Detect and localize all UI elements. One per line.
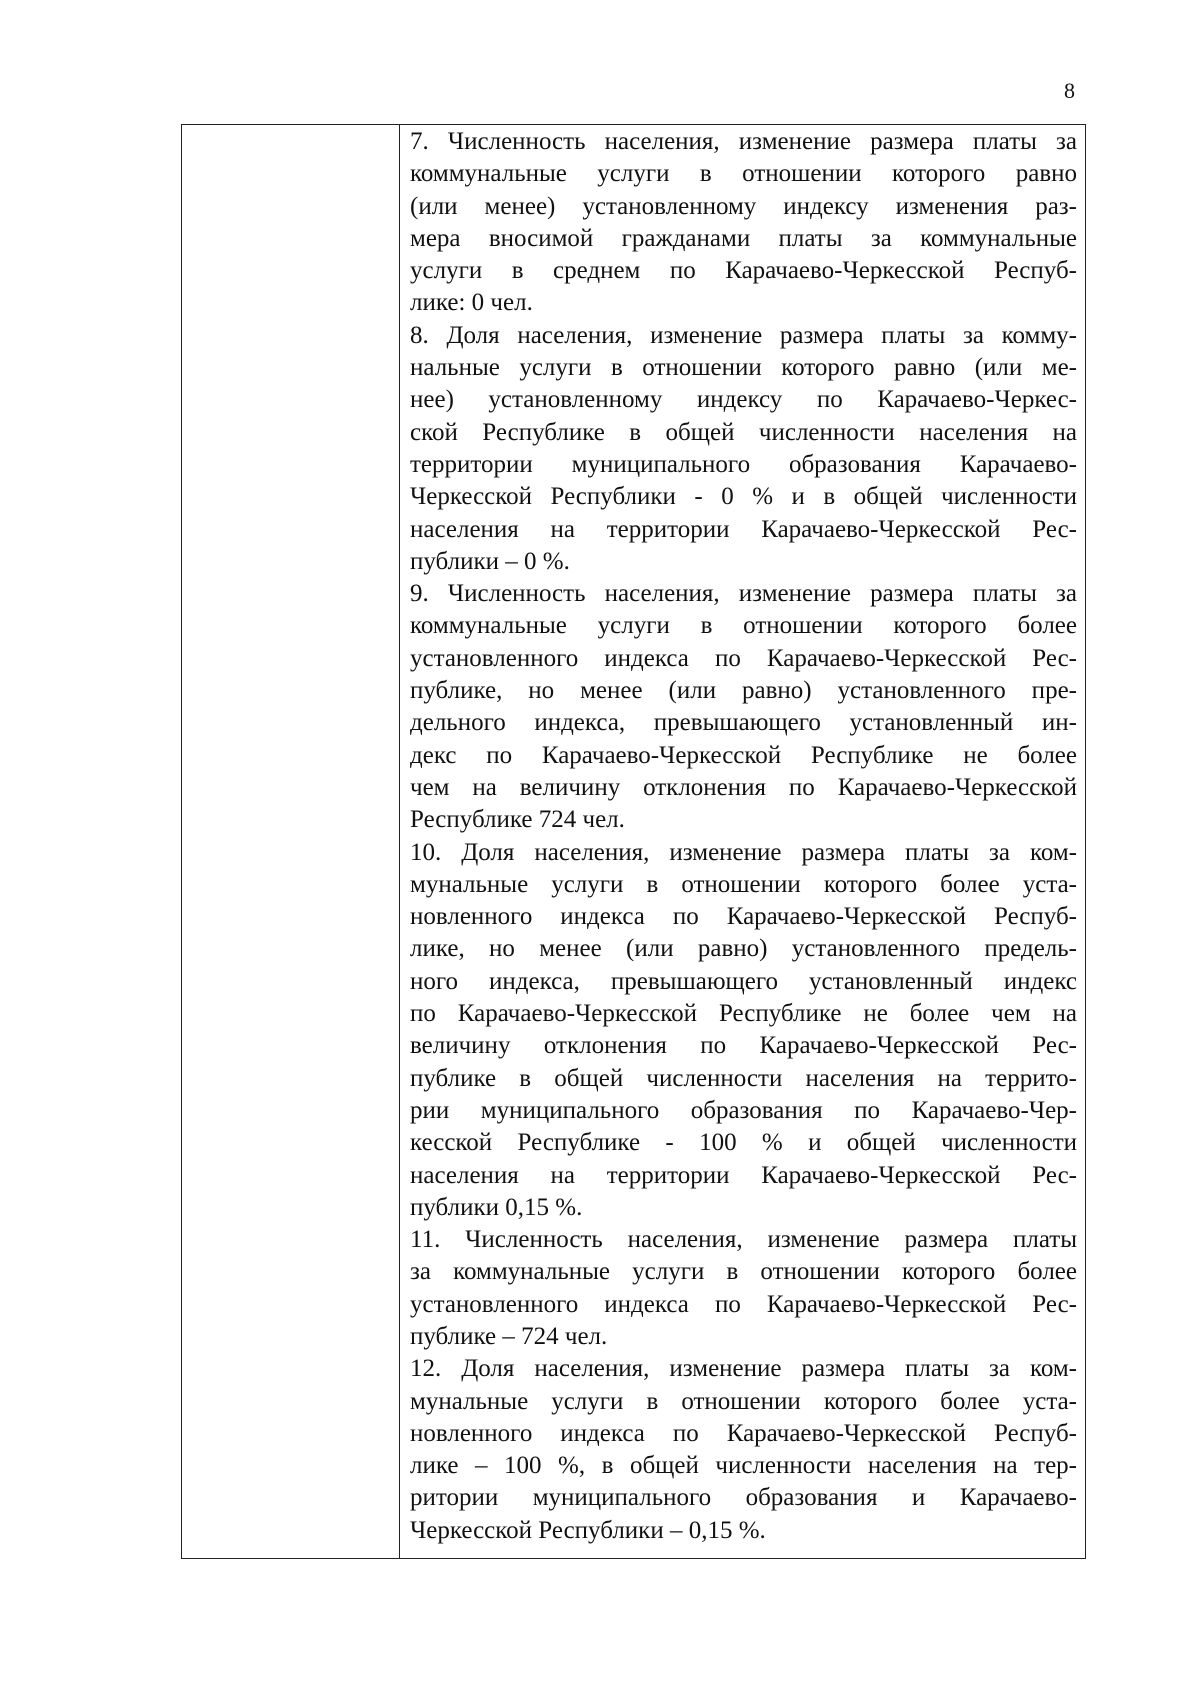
text-line: нальные услуги в отношении которого равно (или ме- [410, 354, 1077, 382]
text-line: мунальные услуги в отношении которого более уста- [410, 1387, 1077, 1415]
text-line: 10. Доля населения, изменение размера платы за ком- [410, 838, 1077, 866]
text-line: Черкесской Республики – 0,15 %. [410, 1516, 766, 1544]
paragraph-item-8 [410, 320, 1077, 578]
text-line: ской Республике в общей численности населения на [410, 418, 1077, 446]
text-line: публике в общей численности населения на террито- [410, 1064, 1077, 1092]
text-line: услуги в среднем по Карачаево-Черкесской Респуб- [410, 257, 1077, 285]
page-number: 8 [1064, 78, 1075, 103]
paragraph-item-9 [410, 578, 1077, 836]
paragraph-item-10 [410, 837, 1077, 1225]
text-line: 8. Доля населения, изменение размера платы за комму- [410, 321, 1077, 349]
text-line: за коммунальные услуги в отношении которого более [410, 1258, 1077, 1286]
text-line: ритории муниципального образования и Карачаево- [410, 1484, 1077, 1512]
text-line: декс по Карачаево-Черкесской Республике не более [410, 741, 1077, 769]
text-line: 11. Численность населения, изменение размера платы [410, 1226, 1077, 1254]
text-line: лике – 100 %, в общей численности населения на тер- [410, 1452, 1077, 1480]
text-line: чем на величину отклонения по Карачаево-Черкесской [410, 773, 1077, 801]
text-line: величину отклонения по Карачаево-Черкесской Рес- [410, 1032, 1077, 1060]
text-line: дельного индекса, превышающего установленный ин- [410, 709, 1077, 737]
document-table [181, 124, 1086, 1559]
text-line: населения на территории Карачаево-Черкесской Рес- [410, 1161, 1077, 1189]
paragraph-item-12 [410, 1353, 1077, 1547]
text-line: мунальные услуги в отношении которого более уста- [410, 870, 1077, 898]
text-line: коммунальные услуги в отношении которого равно [410, 160, 1077, 188]
text-line: лике: 0 чел. [410, 289, 533, 317]
text-line: Черкесской Республики - 0 % и в общей численности [410, 483, 1077, 511]
text-line: новленного индекса по Карачаево-Черкесской Респуб- [410, 903, 1077, 931]
table-right-cell [400, 125, 1085, 1558]
table-left-cell [182, 125, 400, 1558]
text-line: нее) установленному индексу по Карачаево-Черкес- [410, 386, 1077, 414]
text-line: 9. Численность населения, изменение размера платы за [410, 580, 1077, 608]
text-line: территории муниципального образования Карачаево- [410, 450, 1077, 478]
text-line: установленного индекса по Карачаево-Черкесской Рес- [410, 1290, 1077, 1318]
text-line: лике, но менее (или равно) установленного предель- [410, 935, 1077, 963]
text-line: ного индекса, превышающего установленный индекс [410, 967, 1077, 995]
text-line: новленного индекса по Карачаево-Черкесской Респуб- [410, 1419, 1077, 1447]
text-line: населения на территории Карачаево-Черкесской Рес- [410, 515, 1077, 543]
paragraph-item-11 [410, 1224, 1077, 1353]
text-line: публике – 724 чел. [410, 1322, 608, 1350]
text-line: публике, но менее (или равно) установленного пре- [410, 677, 1077, 705]
text-line: (или менее) установленному индексу изменения раз- [410, 192, 1077, 220]
text-line: 12. Доля населения, изменение размера платы за ком- [410, 1355, 1077, 1383]
text-line: кесской Республике - 100 % и общей численности [410, 1129, 1077, 1157]
text-line: Республике 724 чел. [410, 806, 625, 834]
text-line: по Карачаево-Черкесской Республике не более чем на [410, 1000, 1077, 1028]
paragraph-item-7 [410, 126, 1077, 320]
text-line: мера вносимой гражданами платы за коммунальные [410, 224, 1077, 252]
text-line: публики 0,15 %. [410, 1193, 583, 1221]
text-line: публики – 0 %. [410, 547, 570, 575]
text-line: рии муниципального образования по Карачаево-Чер- [410, 1096, 1077, 1124]
text-line: 7. Численность населения, изменение размера платы за [410, 128, 1077, 155]
text-line: установленного индекса по Карачаево-Черкесской Рес- [410, 644, 1077, 672]
text-line: коммунальные услуги в отношении которого более [410, 612, 1077, 640]
